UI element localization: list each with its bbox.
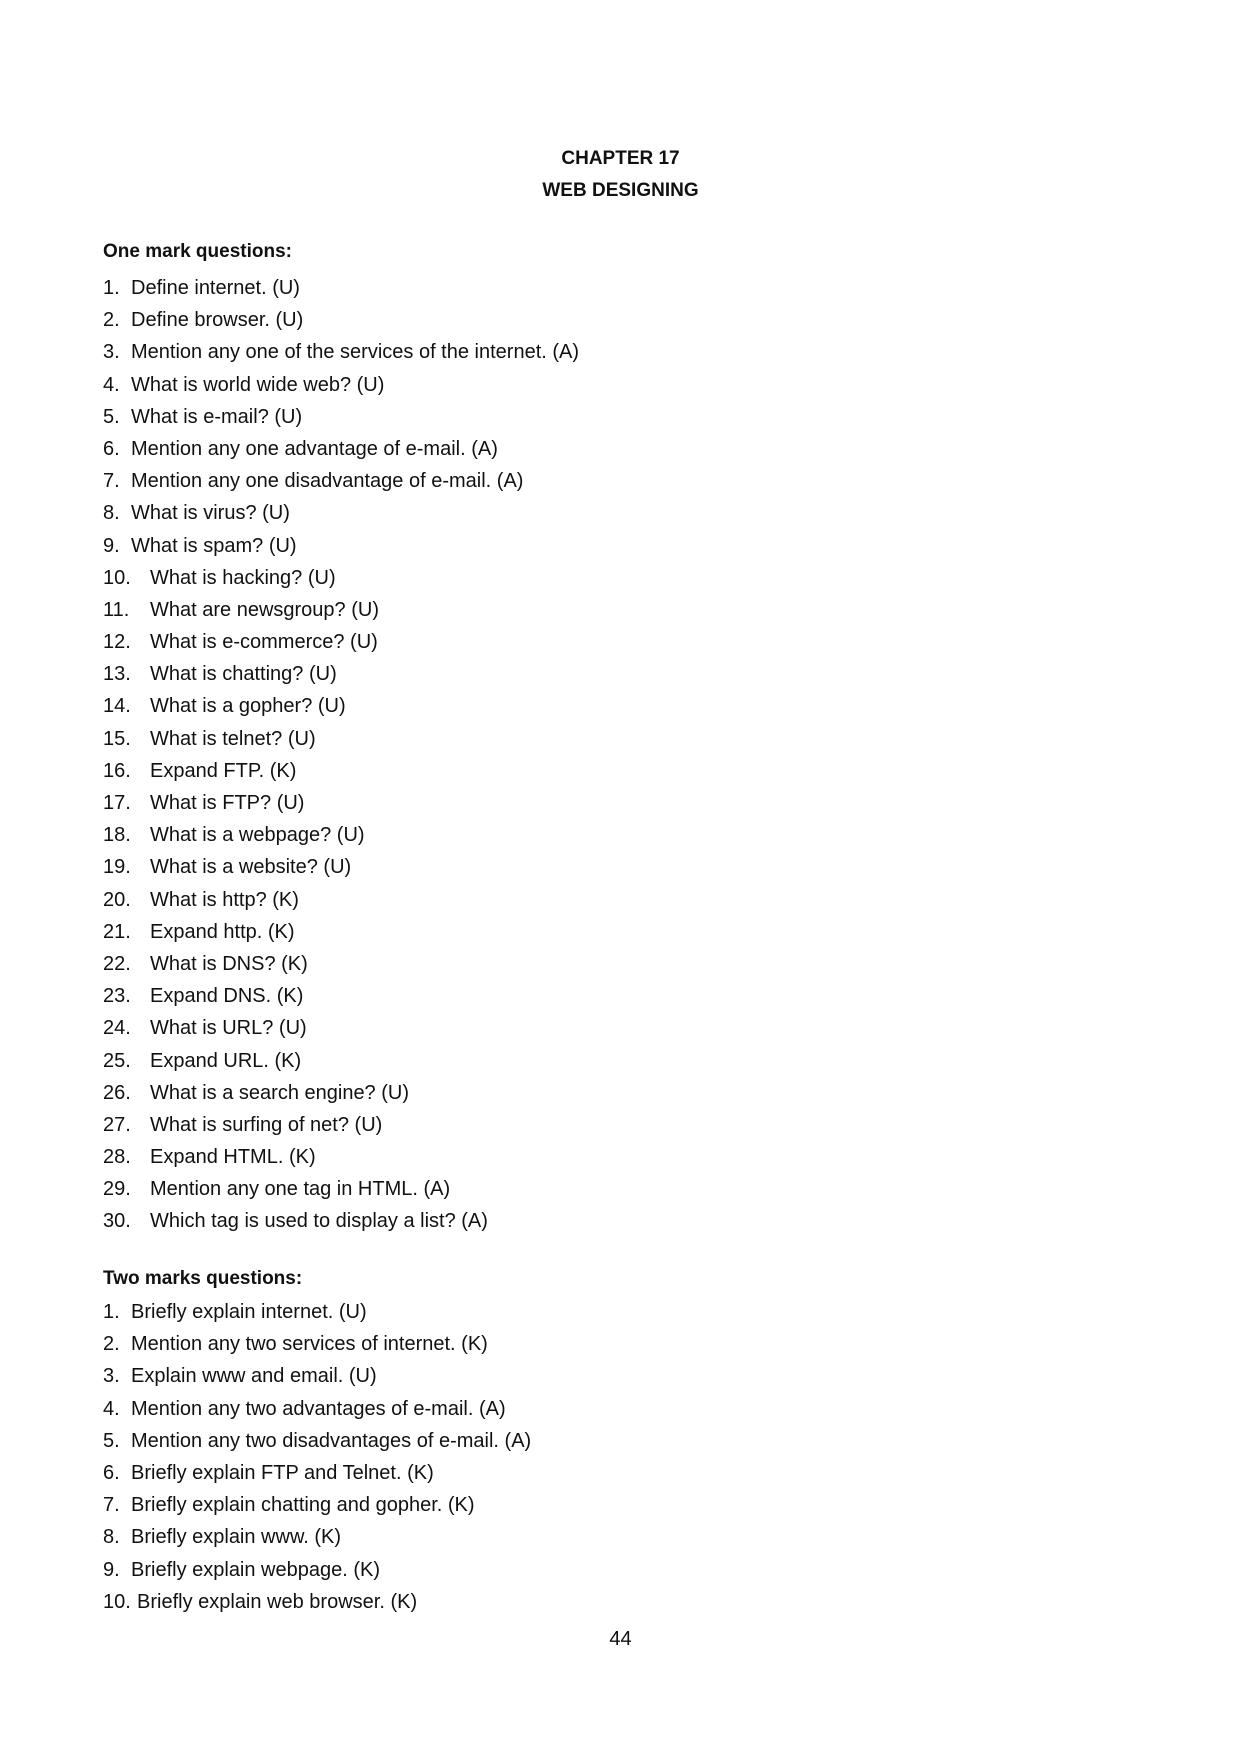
question-text: Mention any one disadvantage of e-mail. (A) [131,470,524,493]
question-number: 16. [103,759,131,782]
question-number: 29. [103,1178,131,1201]
question-item [103,401,579,433]
question-item [103,1141,579,1173]
question-text: Define internet. (U) [131,277,300,299]
question-item [103,723,579,755]
question-item [103,1425,531,1457]
chapter-heading: CHAPTER 17 [561,148,680,169]
question-text: What is FTP? (U) [150,792,305,814]
question-number: 1. [103,277,120,299]
question-number: 10. [103,1590,131,1613]
question-number: 26. [103,1081,131,1104]
question-number: 25. [103,1049,131,1072]
question-number: 19. [103,856,131,879]
question-text: What is DNS? (K) [150,952,308,975]
question-text: What is e-commerce? (U) [150,631,378,654]
question-text: Briefly explain internet. (U) [131,1301,367,1323]
question-item [103,626,579,658]
question-number: 7. [103,1494,120,1517]
question-item [103,948,579,980]
question-text: Briefly explain www. (K) [131,1526,342,1549]
question-number: 2. [103,309,120,332]
question-text: Briefly explain chatting and gopher. (K) [131,1494,475,1517]
question-text: What is http? (K) [150,888,299,911]
question-number: 14. [103,695,131,718]
question-text: What is world wide web? (U) [131,373,385,396]
question-text: What are newsgroup? (U) [150,598,379,621]
question-item [103,1489,531,1521]
question-item [103,1586,531,1618]
page-number: 44 [609,1628,632,1650]
question-text: Expand HTML. (K) [150,1146,316,1169]
question-number: 12. [103,631,131,654]
two-marks-section-title: Two marks questions: [103,1268,303,1289]
question-text: Expand URL. (K) [150,1049,302,1072]
question-text: Briefly explain web browser. (K) [137,1590,418,1613]
question-text: Mention any one tag in HTML. (A) [150,1178,451,1201]
question-item [103,336,579,368]
question-item [103,658,579,690]
question-text: Expand http. (K) [150,920,295,943]
question-text: Mention any one of the services of the internet. (A) [131,341,580,364]
question-text: What is a search engine? (U) [150,1081,410,1104]
question-number: 27. [103,1113,131,1136]
question-item [103,272,579,304]
question-number: 4. [103,373,120,396]
question-number: 28. [103,1146,131,1169]
question-number: 9. [103,534,120,557]
question-item [103,465,579,497]
question-number: 6. [103,1461,120,1484]
question-number: 15. [103,727,131,750]
question-item [103,1012,579,1044]
question-number: 18. [103,824,131,847]
question-number: 21. [103,920,131,943]
question-item [103,562,579,594]
question-item [103,819,579,851]
question-number: 2. [103,1333,120,1356]
question-item [103,1205,579,1237]
question-item [103,884,579,916]
one-mark-question-list [103,272,579,1238]
question-item [103,1173,579,1205]
question-item [103,1457,531,1489]
question-number: 3. [103,1365,120,1388]
question-item [103,369,579,401]
question-text: Mention any two services of internet. (K) [131,1333,488,1356]
question-item [103,1554,531,1586]
question-number: 23. [103,985,131,1008]
question-text: What is a gopher? (U) [150,695,346,718]
question-text: Mention any one advantage of e-mail. (A) [131,437,498,460]
question-item [103,787,579,819]
question-text: What is a website? (U) [150,856,352,879]
question-number: 22. [103,952,131,975]
question-text: Briefly explain webpage. (K) [131,1558,381,1581]
question-item [103,980,579,1012]
question-text: What is a webpage? (U) [150,824,365,847]
question-number: 17. [103,792,131,814]
question-item [103,530,579,562]
question-text: Mention any two disadvantages of e-mail. (A) [131,1429,532,1452]
question-number: 5. [103,405,120,428]
question-number: 24. [103,1017,131,1040]
question-item [103,594,579,626]
question-item [103,690,579,722]
question-text: What is surfing of net? (U) [150,1113,383,1136]
question-number: 6. [103,437,120,460]
question-number: 5. [103,1429,120,1452]
question-item [103,851,579,883]
question-text: Define browser. (U) [131,309,304,332]
question-text: Briefly explain FTP and Telnet. (K) [131,1461,434,1484]
question-text: What is hacking? (U) [150,566,336,589]
question-number: 10. [103,566,131,589]
question-text: Which tag is used to display a list? (A) [150,1210,488,1233]
question-number: 20. [103,888,131,911]
question-text: What is e-mail? (U) [131,405,303,428]
question-number: 8. [103,1526,120,1549]
question-number: 8. [103,502,120,525]
question-item [103,755,579,787]
question-number: 13. [103,663,131,686]
question-item [103,1521,531,1553]
question-text: What is virus? (U) [131,502,290,525]
question-text: Expand FTP. (K) [150,759,297,782]
question-number: 3. [103,341,120,364]
question-text: What is chatting? (U) [150,663,337,686]
question-number: 30. [103,1210,131,1233]
two-marks-question-list [103,1296,531,1618]
question-text: Expand DNS. (K) [150,985,304,1008]
question-item [103,1328,531,1360]
question-text: Mention any two advantages of e-mail. (A) [131,1397,506,1420]
question-item [103,304,579,336]
question-item [103,1045,579,1077]
question-number: 4. [103,1397,120,1420]
question-number: 7. [103,470,120,493]
question-number: 1. [103,1301,120,1323]
question-number: 11. [103,598,130,621]
question-text: What is spam? (U) [131,534,297,557]
question-item [103,1393,531,1425]
question-item [103,497,579,529]
question-item [103,1109,579,1141]
question-item [103,433,579,465]
question-item [103,1296,531,1328]
question-item [103,1077,579,1109]
question-item [103,1360,531,1392]
question-text: Explain www and email. (U) [131,1365,377,1388]
one-mark-section-title: One mark questions: [103,241,292,262]
question-text: What is URL? (U) [150,1017,307,1040]
question-item [103,916,579,948]
chapter-title: WEB DESIGNING [542,180,699,201]
question-text: What is telnet? (U) [150,727,316,750]
question-number: 9. [103,1558,120,1581]
